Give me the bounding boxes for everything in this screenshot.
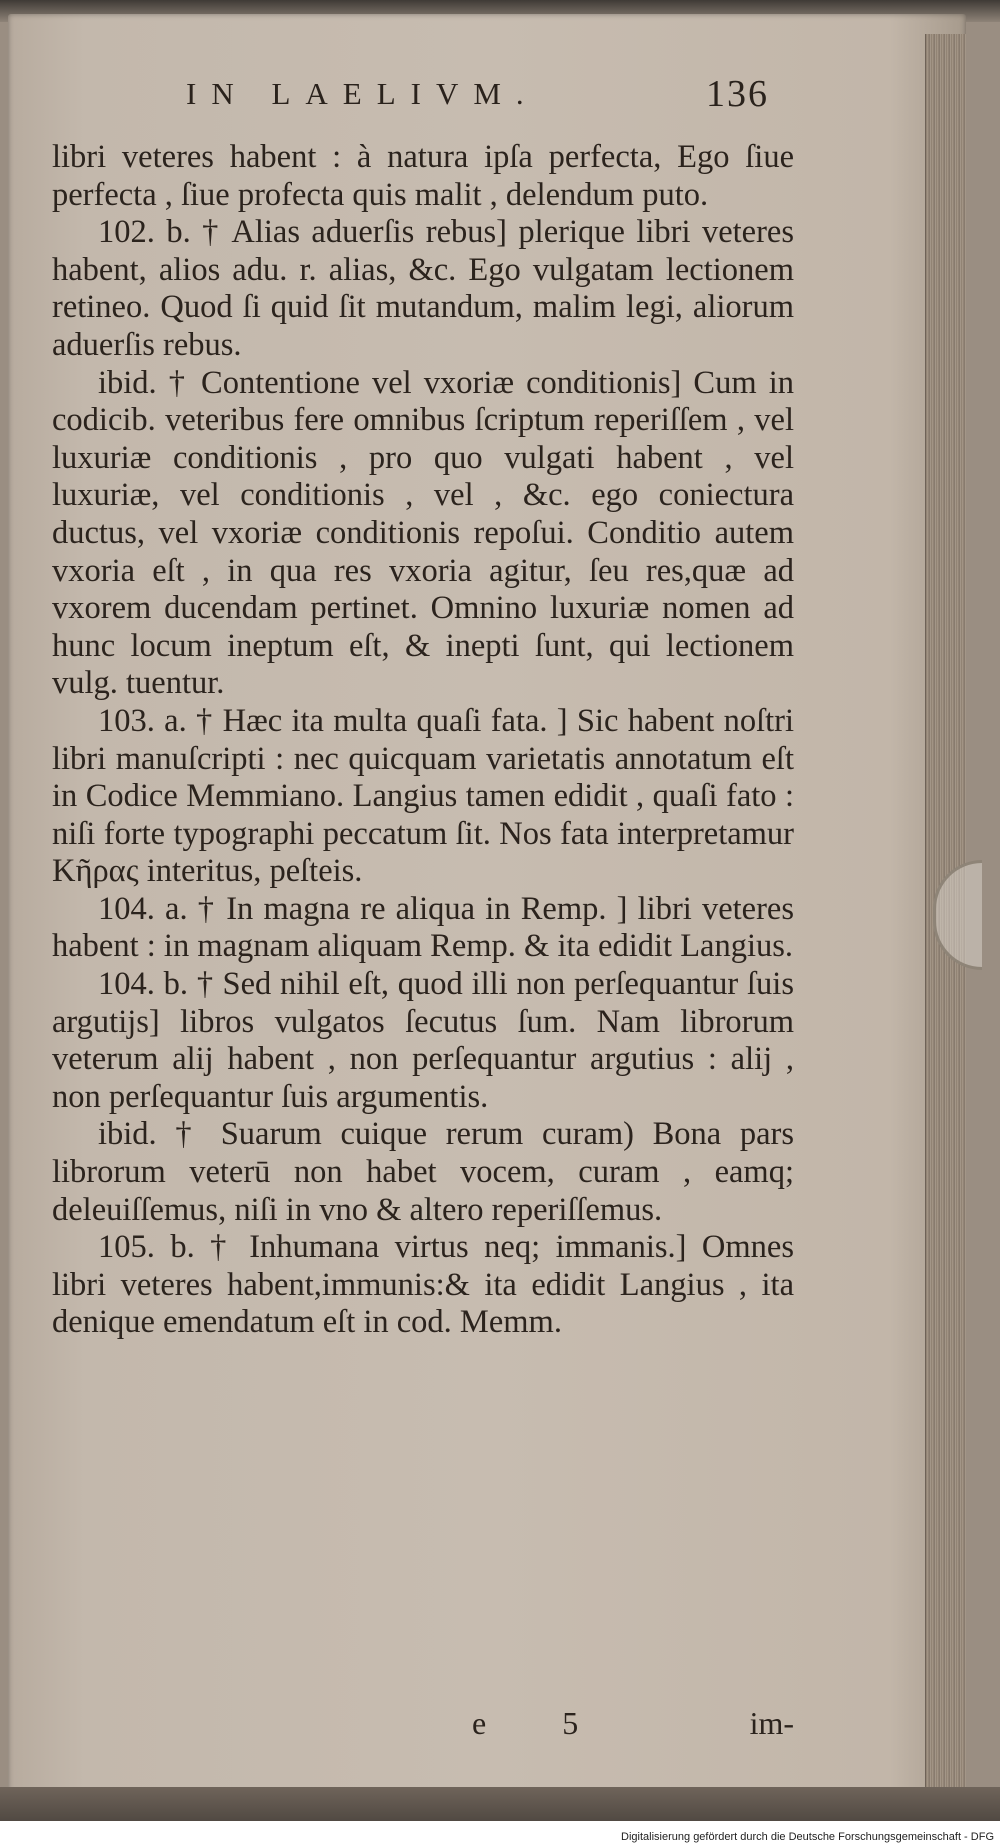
paragraph: 103. a. † Hæc ita multa quaſi fata. ] Sic habent noſtri libri manuſcripti : nec quicquam varietatis annotatum eſt in Codice Memmiano. Langius tamen edidit , quaſi fato : niſi forte typographi peccatum ſit. Nos fata interpretamur Κῆρας interitus, peſteis. [52, 702, 794, 890]
catchline [52, 1705, 794, 1745]
paragraph: 105. b. † Inhumana virtus neq; immanis.] Omnes libri veteres habent,immunis:& ita edidit Langius , ita denique emendatum eſt in cod. Memm. [52, 1229, 794, 1341]
page-sheet [8, 14, 966, 1804]
page-number: 136 [706, 73, 769, 115]
paragraph: libri veteres habent : à natura ipſa perfecta, Ego ſiue perfecta , ſiue profecta quis malit , delendum puto. [52, 139, 794, 213]
paragraph: 102. b. † Alias aduerſis rebus] plerique libri veteres habent, alios adu. r. alias, &c. Ego vulgatam lectionem retineo. Quod ſi quid ſit mutandum, malim legi, aliorum aduerſis rebus. [52, 214, 794, 363]
paragraph: 104. b. † Sed nihil eſt, quod illi non perſequantur ſuis argutijs] libros vulgatos ſecutus ſum. Nam librorum veterum alij habent , non perſequantur argutius : alij , non perſequantur ſuis argumentis. [52, 966, 794, 1115]
commentary-text [52, 139, 794, 1741]
signature-mark: e 5 [472, 1705, 613, 1741]
catchword: im- [749, 1705, 794, 1741]
running-title: IN LAELIVM. [186, 76, 539, 111]
dfg-credit: Digitalisierung gefördert durch die Deutsche Forschungsgemeinschaft - DFG [621, 1831, 994, 1843]
paragraph: ibid. † Suarum cuique rerum curam) Bona pars librorum veterū non habet vocem, curam , eamq; deleuiſſemus, niſi in vno & altero reperiſſemus. [52, 1116, 794, 1228]
paragraph: 104. a. † In magna re aliqua in Remp. ] libri veteres habent : in magnam aliquam Remp. & ita edidit Langius. [52, 890, 794, 965]
paragraph: ibid. † Contentione vel vxoriæ conditionis] Cum in codicib. veteribus fere omnibus ſcriptum reperiſſem , vel luxuriæ conditionis , pro quo vulgati habent , vel luxuriæ, vel conditionis , vel , &c. ego coniectura ductus, vel vxoriæ conditionis repoſui. Conditio autem vxoria eſt , in qua res vxoria agitur, ſeu res,quæ ad vxorem ducendam pertinet. Omnino luxuriæ nomen ad hunc locum ineptum eſt, & inepti ſunt, qui lectionem vulg. tuentur. [52, 364, 794, 702]
page-header [186, 73, 786, 115]
footer-bar [0, 1821, 1000, 1847]
